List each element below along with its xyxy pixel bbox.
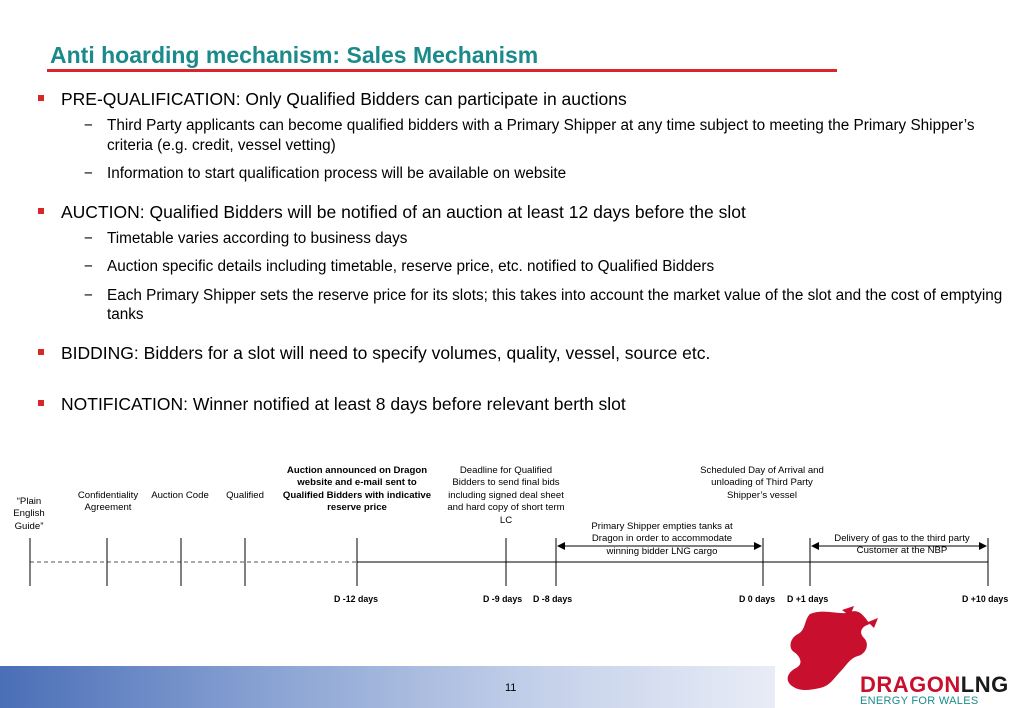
sub-bullet-text: Each Primary Shipper sets the reserve price for its slots; this takes into account the market value of the slot and the cost of emptying tanks xyxy=(107,286,1003,323)
timeline xyxy=(0,460,1023,610)
bullet-bidding xyxy=(38,342,1003,364)
sub-bullet-text: Third Party applicants can become qualified bidders with a Primary Shipper at any time subject to meeting the Primary Shipper’s criteria (e.g. credit, vessel vetting) xyxy=(107,117,975,154)
slide-title: Anti hoarding mechanism: Sales Mechanism xyxy=(50,42,539,68)
label-auction-announced: Auction announced on Dragon website and e-mail sent to Qualified Bidders with indicative reserve price xyxy=(282,465,432,514)
label-delivery: Delivery of gas to the third party Customer at the NBP xyxy=(834,533,970,557)
day-d-plus-10: D +10 days xyxy=(962,594,1009,604)
sub-bullet: − Third Party applicants can become qualified bidders with a Primary Shipper at any time subject to meeting the Primary Shipper’s criteria (e.g. credit, vessel vetting) xyxy=(84,117,975,154)
bullet-auction xyxy=(38,201,1003,325)
sub-bullet: − Each Primary Shipper sets the reserve price for its slots; this takes into account the market value of the slot and the cost of emptying tanks xyxy=(84,286,1003,323)
page-number: 11 xyxy=(505,682,517,694)
bullet-marker-icon xyxy=(38,208,44,214)
bullet-notification xyxy=(38,393,1003,415)
bullet-text: Winner notified at least 8 days before relevant berth slot xyxy=(188,393,626,414)
logo-dragon-text: DRAGON xyxy=(860,672,961,697)
bullet-lead: PRE-QUALIFICATION: xyxy=(61,89,241,109)
logo-tagline: ENERGY FOR WALES xyxy=(860,695,979,707)
day-d-minus-8: D -8 days xyxy=(533,594,573,604)
sub-bullet-text: Timetable varies according to business days xyxy=(107,229,408,247)
bullet-list xyxy=(38,88,1003,415)
day-d-minus-9: D -9 days xyxy=(483,594,523,604)
sub-bullet-text: Auction specific details including timetable, reserve price, etc. notified to Qualified Bidders xyxy=(107,258,715,275)
bullet-marker-icon xyxy=(38,349,44,355)
label-auction-code: Auction Code xyxy=(151,490,209,501)
bullet-lead: NOTIFICATION: xyxy=(61,393,189,414)
bullet-marker-icon xyxy=(38,95,44,101)
label-qualified: Qualified xyxy=(226,490,264,501)
day-d-0: D 0 days xyxy=(739,594,776,604)
sub-bullet: − Auction specific details including timetable, reserve price, etc. notified to Qualified Bidders xyxy=(84,258,715,275)
label-deadline: Deadline for Qualified Bidders to send final bids including signed deal sheet and hard copy of short term LC xyxy=(447,465,565,526)
day-d-minus-12: D -12 days xyxy=(334,594,379,604)
label-plain-english: “Plain English Guide” xyxy=(13,496,45,532)
bullet-lead: AUCTION: xyxy=(61,201,145,222)
sub-bullet: − Information to start qualification process will be available on website xyxy=(84,165,567,182)
label-scheduled: Scheduled Day of Arrival and unloading of Third Party Shipper’s vessel xyxy=(700,465,824,501)
bullet-lead: BIDDING: xyxy=(61,342,139,363)
label-confidentiality: Confidentiality Agreement xyxy=(77,490,139,514)
bullet-text: Bidders for a slot will need to specify volumes, quality, vessel, source etc. xyxy=(138,342,711,363)
bullet-marker-icon xyxy=(38,400,44,406)
day-d-plus-1: D +1 days xyxy=(787,594,829,604)
logo-lng-text: LNG xyxy=(960,672,1009,697)
bullet-text: Only Qualified Bidders can participate in auctions xyxy=(240,89,627,109)
bullet-text: Qualified Bidders will be notified of an auction at least 12 days before the slot xyxy=(144,201,746,222)
bullet-prequalification xyxy=(38,88,1003,184)
label-empties: Primary Shipper empties tanks at Dragon in order to accommodate winning bidder LNG cargo xyxy=(591,521,733,557)
footer-bar xyxy=(0,666,775,708)
sub-bullet-text: Information to start qualification process will be available on website xyxy=(107,165,567,182)
title-underline xyxy=(47,69,837,72)
sub-bullet: − Timetable varies according to business days xyxy=(84,229,408,247)
